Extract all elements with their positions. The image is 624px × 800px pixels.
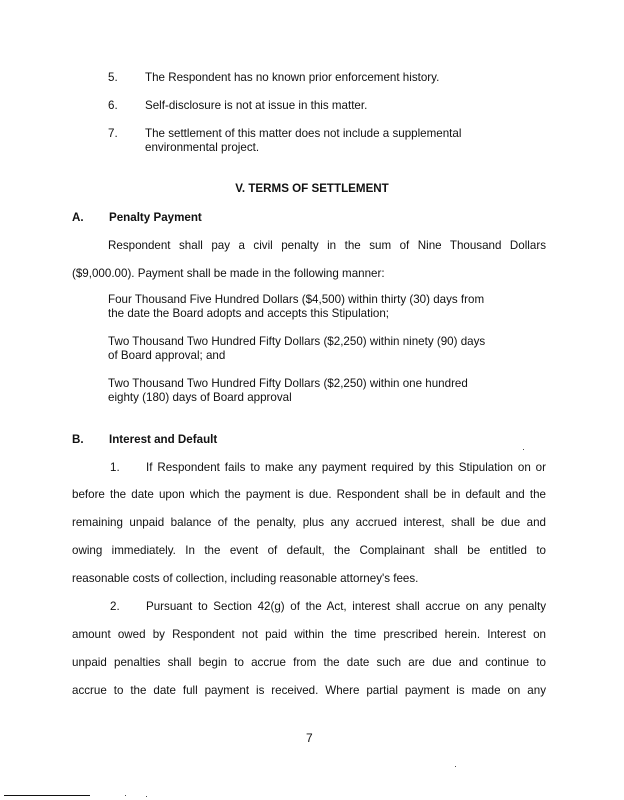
para-1-number: 1. [110,461,120,474]
penalty-intro-line1: Respondent shall pay a civil penalty in the sum of Nine Thousand Dollars [108,239,546,252]
scan-speck [455,766,456,767]
para-1-line5: reasonable costs of collection, including reasonable attorney's fees. [72,572,419,585]
para-1-line1: If Respondent fails to make any payment required by this Stipulation on or [146,461,546,474]
section-a-title: Penalty Payment [109,211,202,224]
para-1-line2: before the date upon which the payment is due. Respondent shall be in default and the [72,488,546,501]
scan-speck [523,449,524,450]
scan-speck [125,795,126,796]
payment-item [108,377,513,404]
penalty-intro-line2: ($9,000.00). Payment shall be made in the following manner: [72,267,385,280]
para-1-line4: owing immediately. In the event of default, the Complainant shall be entitled to [72,544,546,557]
para-2-line3: unpaid penalties shall begin to accrue from the date such are due and continue to [72,656,546,669]
payment-1-line2: the date the Board adopts and accepts this Stipulation; [108,306,390,320]
payment-item [108,293,513,320]
para-2-line1: Pursuant to Section 42(g) of the Act, interest shall accrue on any penalty [146,600,546,613]
para-1-line3: remaining unpaid balance of the penalty, plus any accrued interest, shall be due and [72,516,546,529]
para-2-line2: amount owed by Respondent not paid within the time prescribed herein. Interest on [72,628,546,641]
section-b-letter: B. [72,433,84,446]
finding-7-text-line1: The settlement of this matter does not include a supplemental [145,127,462,140]
finding-5-number: 5. [108,71,118,84]
para-2-number: 2. [110,600,120,613]
scan-speck [146,796,147,797]
payment-item [108,335,513,362]
payment-3-line2: eighty (180) days of Board approval [108,390,292,404]
finding-7-text-line2: environmental project. [145,141,260,154]
finding-6-text: Self-disclosure is not at issue in this matter. [145,99,368,112]
section-b-title: Interest and Default [109,433,218,446]
page-number: 7 [306,731,313,745]
footnote-rule [4,795,90,796]
finding-5-text: The Respondent has no known prior enforcement history. [145,71,440,84]
payment-3-line1: Two Thousand Two Hundred Fifty Dollars ($2,250) within one hundred [108,377,468,390]
payment-2-line1: Two Thousand Two Hundred Fifty Dollars ($2,250) within ninety (90) days [108,335,486,348]
section-title: V. TERMS OF SETTLEMENT [235,182,389,195]
payment-2-line2: of Board approval; and [108,348,226,362]
para-2-line4: accrue to the date full payment is received. Where partial payment is made on any [72,684,546,697]
section-a-letter: A. [72,211,84,224]
payment-1-line1: Four Thousand Five Hundred Dollars ($4,500) within thirty (30) days from [108,293,485,306]
finding-7-number: 7. [108,127,118,140]
finding-6-number: 6. [108,99,118,112]
